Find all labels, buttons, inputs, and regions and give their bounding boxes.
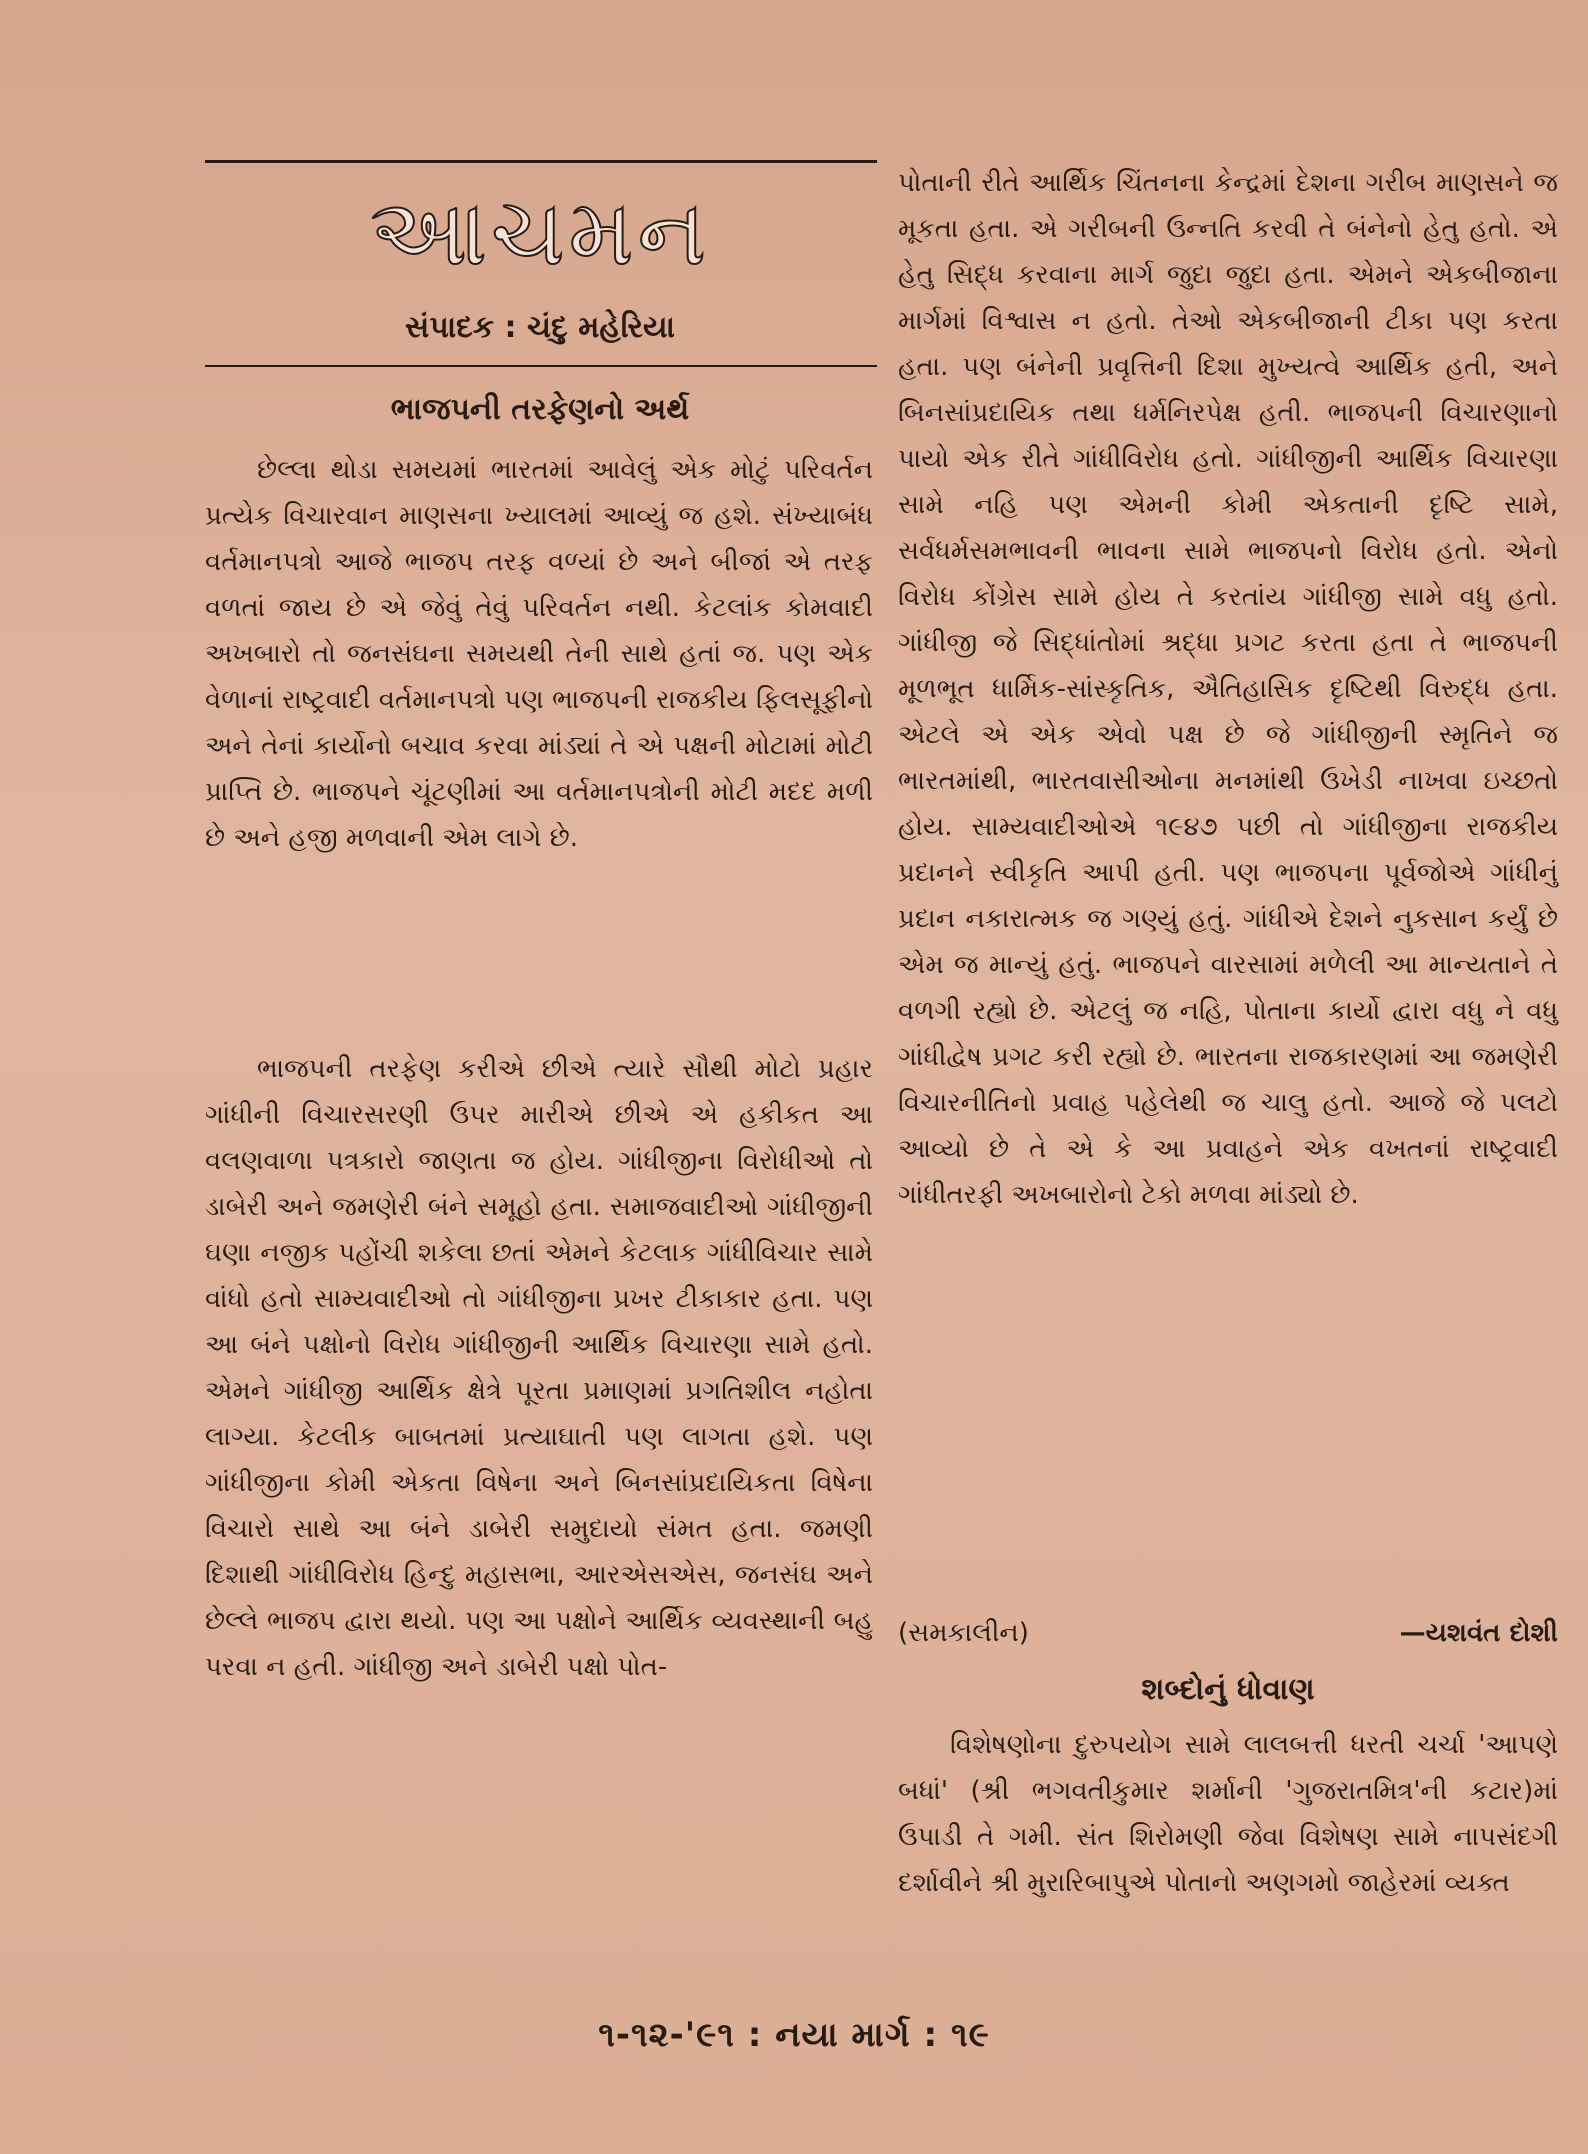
article-paragraph: ભાજપની તરફેણ કરીએ છીએ ત્યારે સૌથી મોટો પ્રહાર ગાંધીની વિચારસરણી ઉપર મારીએ છીએ એ હકીકત આ વલણવાળા પત્રકારો જાણતા જ હોય. ગાંધીજીના વિરોધીઓ તો ડાબેરી અને જમણેરી બંને સમૂહો હતા. સમાજવાદીઓ ગાંધીજીની ઘણા નજીક પહોંચી શકેલા છતાં એમને કેટલાક ગાંધીવિચાર સામે વાંધો હતો સામ્યવાદીઓ તો ગાંધીજીના પ્રખર ટીકાકાર હતા. પણ આ બંને પક્ષોનો વિરોધ ગાંધીજીની આર્થિક વિચારણા સામે હતો. એમને ગાંધીજી આર્થિક ક્ષેત્રે પૂરતા પ્રમાણમાં પ્રગતિશીલ નહોતા લાગ્યા. કેટલીક બાબતમાં પ્રત્યાઘાતી પણ લાગતા હશે. પણ ગાંધીજીના કોમી એકતા વિષેના અને બિનસાંપ્રદાયિકતા વિષેના વિચારો સાથે આ બંને ડાબેરી સમુદાયો સંમત હતા. જમણી દિશાથી ગાંધીવિરોધ હિન્દુ મહાસભા, આરએસએસ, જનસંઘ અને છેલ્લે ભાજપ દ્વારા થયો. પણ આ પક્ષોને આર્થિક વ્યવસ્થાની બહુ પરવા ન હતી. ગાંધીજી અને ડાબેરી પક્ષો પોત- [205, 1054, 873, 1682]
column-title: આચમન [369, 179, 711, 286]
article-source: (સમકાલીન) [898, 1618, 1029, 1648]
article-heading: શબ્દોનું ધોવાણ [1141, 1672, 1315, 1707]
article-heading: ભાજપની તરફેણનો અર્થ [390, 392, 690, 427]
page-footer: ૧-૧૨-'૯૧ : નયા માર્ગ : ૧૯ [598, 2015, 990, 2055]
article-signature [898, 1610, 1558, 1656]
masthead-bottom-rule [205, 365, 877, 367]
article-author: —યશવંત દોશી [1399, 1618, 1558, 1648]
masthead-top-rule [205, 160, 877, 163]
article-paragraph: પોતાની રીતે આર્થિક ચિંતનના કેન્દ્રમાં દેશના ગરીબ માણસને જ મૂકતા હતા. એ ગરીબની ઉન્નતિ કરવી તે બંનેનો હેતુ હતો. એ હેતુ સિદ્ધ કરવાના માર્ગ જુદા જુદા હતા. એમને એકબીજાના માર્ગમાં વિશ્વાસ ન હતો. તેઓ એકબીજાની ટીકા પણ કરતા હતા. પણ બંનેની પ્રવૃત્તિની દિશા મુખ્યત્વે આર્થિક હતી, અને બિનસાંપ્રદાયિક તથા ધર્મનિરપેક્ષ હતી. ભાજપની વિચારણાનો પાયો એક રીતે ગાંધીવિરોધ હતો. ગાંધીજીની આર્થિક વિચારણા સામે નહિ પણ એમની કોમી એકતાની દૃષ્ટિ સામે, સર્વધર્મસમભાવની ભાવના સામે ભાજપનો વિરોધ હતો. એનો વિરોધ કોંગ્રેસ સામે હોય તે કરતાંય ગાંધીજી સામે વધુ હતો. ગાંધીજી જે સિદ્ધાંતોમાં શ્રદ્ધા પ્રગટ કરતા હતા તે ભાજપની મૂળભૂત ધાર્મિક-સાંસ્કૃતિક, ઐતિહાસિક દૃષ્ટિથી વિરુદ્ધ હતા. એટલે એ એક એવો પક્ષ છે જે ગાંધીજીની સ્મૃતિને જ ભારતમાંથી, ભારતવાસીઓના મનમાંથી ઉખેડી નાખવા ઇચ્છતો હોય. સામ્યવાદીઓએ ૧૯૪૭ પછી તો ગાંધીજીના રાજકીય પ્રદાનને સ્વીકૃતિ આપી હતી. પણ ભાજપના પૂર્વજોએ ગાંધીનું પ્રદાન નકારાત્મક જ ગણ્યું હતું. ગાંધીએ દેશને નુકસાન કર્યું છે એમ જ માન્યું હતું. ભાજપને વારસામાં મળેલી આ માન્યતાને તે વળગી રહ્યો છે. એટલું જ નહિ, પોતાના કાર્યો દ્વારા વધુ ને વધુ ગાંધીદ્વેષ પ્રગટ કરી રહ્યો છે. ભારતના રાજકારણમાં આ જમણેરી વિચારનીતિનો પ્રવાહ પહેલેથી જ ચાલુ હતો. આજે જે પલટો આવ્યો છે તે એ કે આ પ્રવાહને એક વખતનાં રાષ્ટ્રવાદી ગાંધીતરફી અખબારોનો ટેકો મળવા માંડ્યો છે. [898, 168, 1558, 1210]
editor-credit: સંપાદક : ચંદુ મહેરિયા [405, 310, 675, 345]
article-paragraph: વિશેષણોના દુરુપયોગ સામે લાલબત્તી ધરતી ચર્ચા 'આપણે બધાં' (શ્રી ભગવતીકુમાર શર્માની 'ગુજરાતમિત્ર'ની કટાર)માં ઉપાડી તે ગમી. સંત શિરોમણી જેવા વિશેષણ સામે નાપસંદગી દર્શાવીને શ્રી મુરારિબાપુએ પોતાનો અણગમો જાહેરમાં વ્યક્ત [898, 1730, 1558, 1898]
article-paragraph: છેલ્લા થોડા સમયમાં ભારતમાં આવેલું એક મોટું પરિવર્તન પ્રત્યેક વિચારવાન માણસના ખ્યાલમાં આવ્યું જ હશે. સંખ્યાબંધ વર્તમાનપત્રો આજે ભાજપ તરફ વળ્યાં છે અને બીજાં એ તરફ વળતાં જાય છે એ જેવું તેવું પરિવર્તન નથી. કેટલાંક કોમવાદી અખબારો તો જનસંઘના સમયથી તેની સાથે હતાં જ. પણ એક વેળાનાં રાષ્ટ્રવાદી વર્તમાનપત્રો પણ ભાજપની રાજકીય ફિલસૂફીનો અને તેનાં કાર્યોનો બચાવ કરવા માંડ્યાં તે એ પક્ષની મોટામાં મોટી પ્રાપ્તિ છે. ભાજપને ચૂંટણીમાં આ વર્તમાનપત્રોની મોટી મદદ મળી છે અને હજી મળવાની એમ લાગે છે. [205, 455, 873, 853]
